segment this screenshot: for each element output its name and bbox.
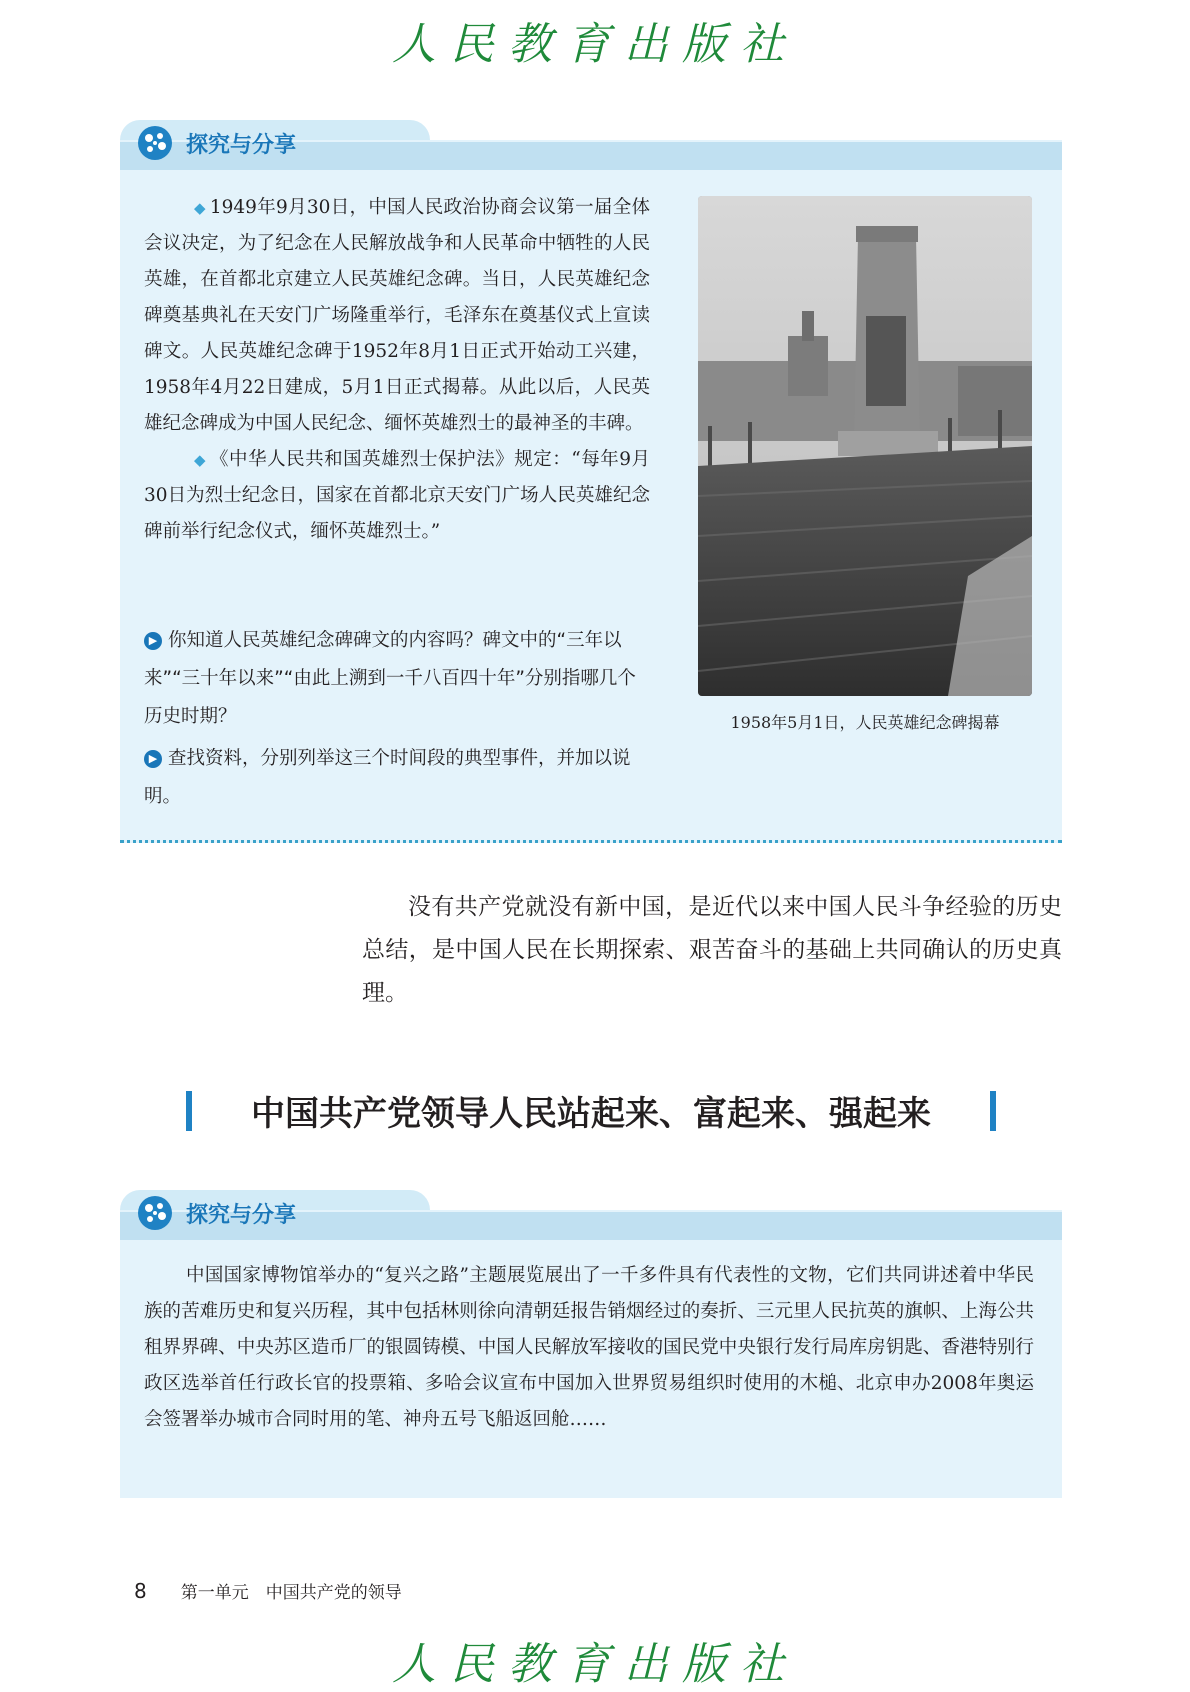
box2-header bbox=[136, 1194, 296, 1232]
unit-label: 第一单元 中国共产党的领导 bbox=[180, 1583, 402, 1603]
box2-paragraph: 中国国家博物馆举办的“复兴之路”主题展览展出了一千多件具有代表性的文物，它们共同讲述着中华民族的苦难历史和复兴历程，其中包括林则徐向清朝廷报告销烟经过的奏折、三元里人民抗英的旗帜、上海公共租界界碑、中央苏区造币厂的银圆铸模、中国人民解放军接收的国民党中央银行发行局库房钥匙、香港特别行政区选举首任行政长官的投票箱、多哈会议宣布中国加入世界贸易组织时使用的木槌、北京申办2008年奥运会签署举办城市合同时用的笔、神舟五号飞船返回舱…… bbox=[144, 1265, 1034, 1430]
box1-questions bbox=[144, 622, 654, 820]
box1-paragraph-1: ◆ 1949年9月30日，中国人民政治协商会议第一届全体会议决定，为了纪念在人民解放战争和人民革命中牺牲的人民英雄，在首都北京建立人民英雄纪念碑。当日，人民英雄纪念碑奠基典礼在天安门广场隆重举行，毛泽东在奠基仪式上宣读碑文。人民英雄纪念碑于1952年8月1日正式开始动工兴建，1958年4月22日建成，5月1日正式揭幕。从此以后，人民英雄纪念碑成为中国人民纪念、缅怀英雄烈士的最神圣的丰碑。 bbox=[144, 197, 650, 434]
box1-title: 探究与分享 bbox=[186, 132, 297, 158]
arrow-bullet-icon: ▶ bbox=[144, 750, 162, 768]
box2-title: 探究与分享 bbox=[186, 1202, 297, 1228]
photo-caption: 1958年5月1日，人民英雄纪念碑揭幕 bbox=[730, 713, 1000, 732]
publisher-footer-logo: 人民教育出版社 bbox=[392, 1639, 798, 1690]
section-bar-right bbox=[990, 1091, 996, 1131]
section-heading bbox=[186, 1086, 996, 1135]
diamond-bullet-icon: ◆ bbox=[194, 199, 206, 217]
question-2: ▶ 查找资料，分别列举这三个时间段的典型事件，并加以说明。 bbox=[144, 748, 631, 807]
box1-paragraph-2: ◆ 《中华人民共和国英雄烈士保护法》规定：“每年9月30日为烈士纪念日，国家在首都北京天安门广场人民英雄纪念碑前举行纪念仪式，缅怀英雄烈士。” bbox=[144, 449, 650, 542]
box1-header bbox=[136, 124, 296, 162]
diamond-bullet-icon: ◆ bbox=[194, 451, 207, 469]
page-number: 8 bbox=[134, 1579, 147, 1603]
section-bar-left bbox=[186, 1091, 192, 1131]
monument-unveiling-photo bbox=[698, 196, 1032, 696]
box1-text bbox=[144, 190, 650, 550]
globe-people-icon bbox=[136, 1194, 174, 1232]
page-footer bbox=[134, 1578, 402, 1603]
publisher-header-logo: 人民教育出版社 bbox=[392, 19, 798, 70]
globe-people-icon bbox=[136, 124, 174, 162]
arrow-bullet-icon: ▶ bbox=[144, 632, 162, 650]
question-1: ▶ 你知道人民英雄纪念碑碑文的内容吗？碑文中的“三年以来”“三十年以来”“由此上溯到一千八百四十年”分别指哪几个历史时期？ bbox=[144, 630, 636, 727]
section-title: 中国共产党领导人民站起来、富起来、强起来 bbox=[251, 1094, 931, 1134]
body-paragraph: 没有共产党就没有新中国，是近代以来中国人民斗争经验的历史总结，是中国人民在长期探索、艰苦奋斗的基础上共同确认的历史真理。 bbox=[362, 894, 1062, 1006]
